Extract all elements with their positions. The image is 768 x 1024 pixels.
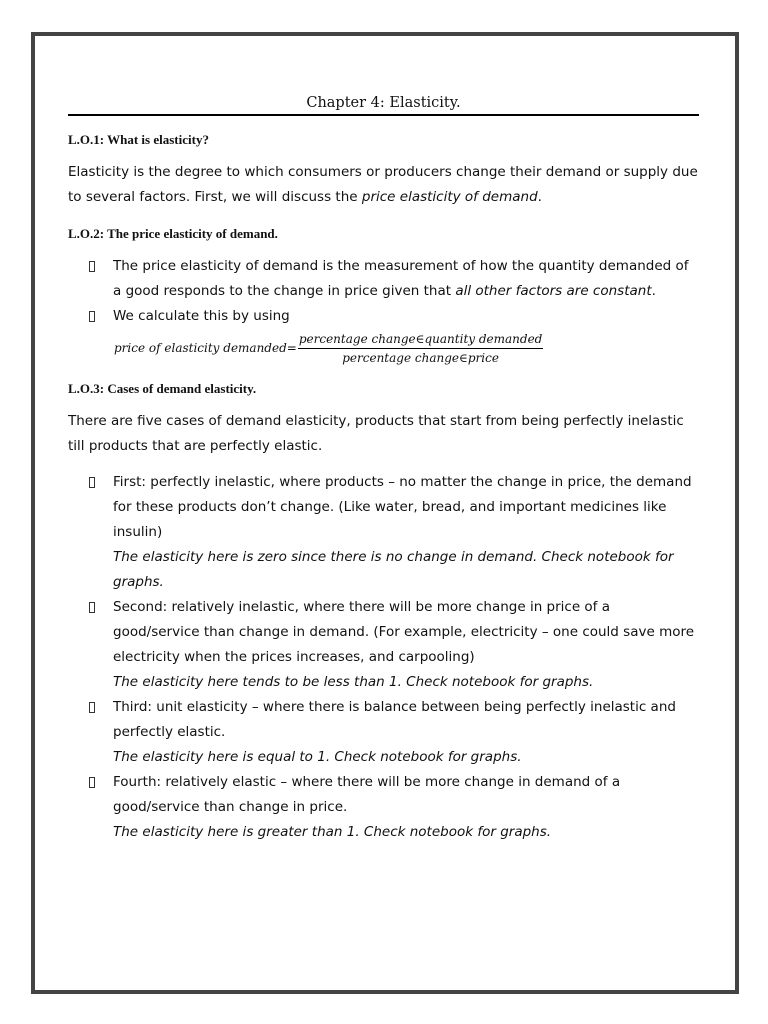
document-content bbox=[68, 94, 699, 845]
case-note: The elasticity here tends to be less than 1. Check notebook for graphs. bbox=[113, 674, 594, 690]
list-item bbox=[68, 770, 699, 845]
bullet-icon bbox=[89, 261, 95, 272]
lo1-paragraph-emphasis: price elasticity of demand bbox=[361, 189, 538, 205]
formula-lhs: price of elasticity demanded bbox=[114, 341, 287, 355]
list-item bbox=[68, 595, 699, 695]
list-item bbox=[68, 304, 699, 329]
list-item bbox=[68, 254, 699, 304]
lo1-heading: L.O.1: What is elasticity? bbox=[68, 132, 209, 147]
lo2-bullet1-emphasis: all other factors are constant bbox=[455, 283, 652, 299]
elasticity-formula bbox=[114, 329, 699, 367]
case-text: Second: relatively inelastic, where there will be more change in price of a good/service than change in demand. (For example, electricity – one could save more electricity when the prices increases, and carpooling) bbox=[113, 599, 695, 665]
lo3-case-list bbox=[68, 470, 699, 845]
lo2-bullet2-text: We calculate this by using bbox=[113, 308, 290, 324]
case-note: The elasticity here is equal to 1. Check notebook for graphs. bbox=[113, 749, 522, 765]
case-note: The elasticity here is greater than 1. Check notebook for graphs. bbox=[113, 824, 552, 840]
case-note: The elasticity here is zero since there is no change in demand. Check notebook for graphs. bbox=[113, 549, 674, 590]
chapter-title: Chapter 4: Elasticity. bbox=[68, 94, 699, 116]
lo3-intro: There are five cases of demand elasticity, products that start from being perfectly inelastic till products that are perfectly elastic. bbox=[68, 413, 684, 454]
bullet-icon bbox=[89, 602, 95, 613]
lo2-bullet1-end: . bbox=[651, 283, 656, 299]
lo3-heading: L.O.3: Cases of demand elasticity. bbox=[68, 381, 257, 396]
lo2-heading: L.O.2: The price elasticity of demand. bbox=[68, 226, 278, 241]
lo1-paragraph-end: . bbox=[537, 189, 542, 205]
formula-denominator: percentage change∈price bbox=[342, 350, 499, 365]
formula-numerator: percentage change∈quantity demanded bbox=[298, 331, 544, 349]
case-text: First: perfectly inelastic, where products – no matter the change in price, the demand for these products don’t change. (Like water, bread, and important medicines like insulin) bbox=[113, 474, 692, 540]
lo1-paragraph bbox=[68, 160, 699, 210]
case-text: Third: unit elasticity – where there is balance between being perfectly inelastic and perfectly elastic. bbox=[113, 699, 676, 740]
lo1-paragraph-text: Elasticity is the degree to which consumers or producers change their demand or supply due to several factors. First, we will discuss the bbox=[68, 164, 698, 205]
lo2-bullet-list bbox=[68, 254, 699, 329]
bullet-icon bbox=[89, 477, 95, 488]
list-item bbox=[68, 470, 699, 595]
bullet-icon bbox=[89, 311, 95, 322]
formula-fraction bbox=[298, 331, 544, 366]
list-item bbox=[68, 695, 699, 770]
formula-equals: = bbox=[286, 341, 297, 355]
bullet-icon bbox=[89, 777, 95, 788]
lo2-bullet1-text: The price elasticity of demand is the measurement of how the quantity demanded of a good responds to the change in price given that bbox=[113, 258, 689, 299]
bullet-icon bbox=[89, 702, 95, 713]
case-text: Fourth: relatively elastic – where there will be more change in demand of a good/service than change in price. bbox=[113, 774, 621, 815]
